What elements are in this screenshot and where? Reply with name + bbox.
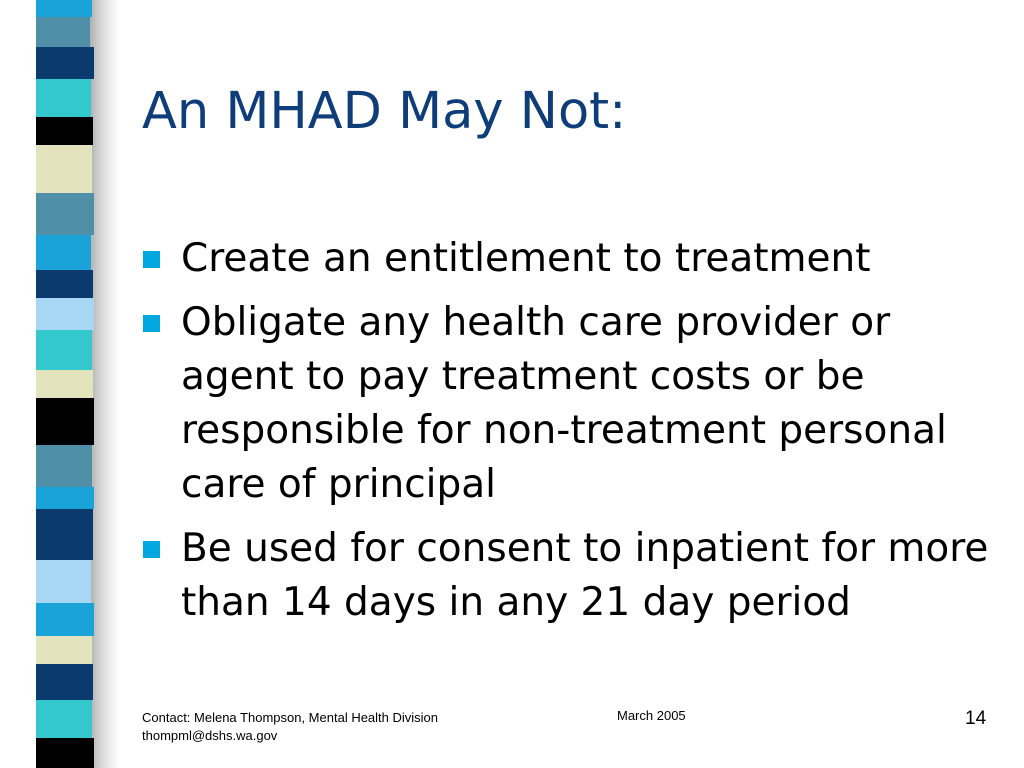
stripe-band — [36, 193, 94, 235]
footer-contact — [142, 709, 438, 745]
stripe-band — [36, 560, 91, 603]
square-bullet-icon — [143, 541, 160, 558]
stripe-band — [36, 117, 93, 145]
stripe-band — [36, 509, 93, 560]
stripe-band — [36, 330, 92, 370]
bullet-text: Obligate any health care provider or agent to pay treatment costs or be responsible for non-treatment personal care of principal — [181, 300, 947, 507]
footer-contact-name: Contact: Melena Thompson, Mental Health Division — [142, 710, 439, 725]
stripe-band — [36, 664, 93, 700]
square-bullet-icon — [143, 315, 160, 332]
bullet-text: Create an entitlement to treatment — [181, 236, 871, 281]
footer-contact-email: thompml@dshs.wa.gov — [142, 728, 278, 743]
page-number: 14 — [965, 708, 987, 729]
stripe-band — [36, 603, 94, 636]
stripe-band — [36, 487, 94, 509]
bullet-item — [143, 296, 1013, 512]
bullet-item — [143, 522, 1013, 630]
bullet-list — [143, 232, 1013, 640]
square-bullet-icon — [143, 251, 160, 268]
stripe-band — [36, 298, 94, 330]
footer-date: March 2005 — [617, 708, 686, 723]
bullet-item — [143, 232, 1013, 286]
stripe-band — [36, 738, 94, 768]
stripe-band — [36, 370, 93, 398]
stripe-band — [36, 700, 92, 738]
stripe-band — [36, 0, 92, 17]
stripe-band — [36, 636, 92, 664]
stripe-band — [36, 235, 91, 270]
stripe-band — [36, 79, 91, 117]
stripe-band — [36, 47, 94, 79]
decorative-stripe-column — [36, 0, 96, 768]
stripe-band — [36, 398, 94, 445]
slide-title: An MHAD May Not: — [142, 82, 627, 141]
bullet-text: Be used for consent to inpatient for more than 14 days in any 21 day period — [181, 526, 989, 625]
stripe-band — [36, 145, 92, 193]
stripe-band — [36, 270, 93, 298]
stripe-band — [36, 445, 92, 487]
stripe-band — [36, 17, 90, 47]
